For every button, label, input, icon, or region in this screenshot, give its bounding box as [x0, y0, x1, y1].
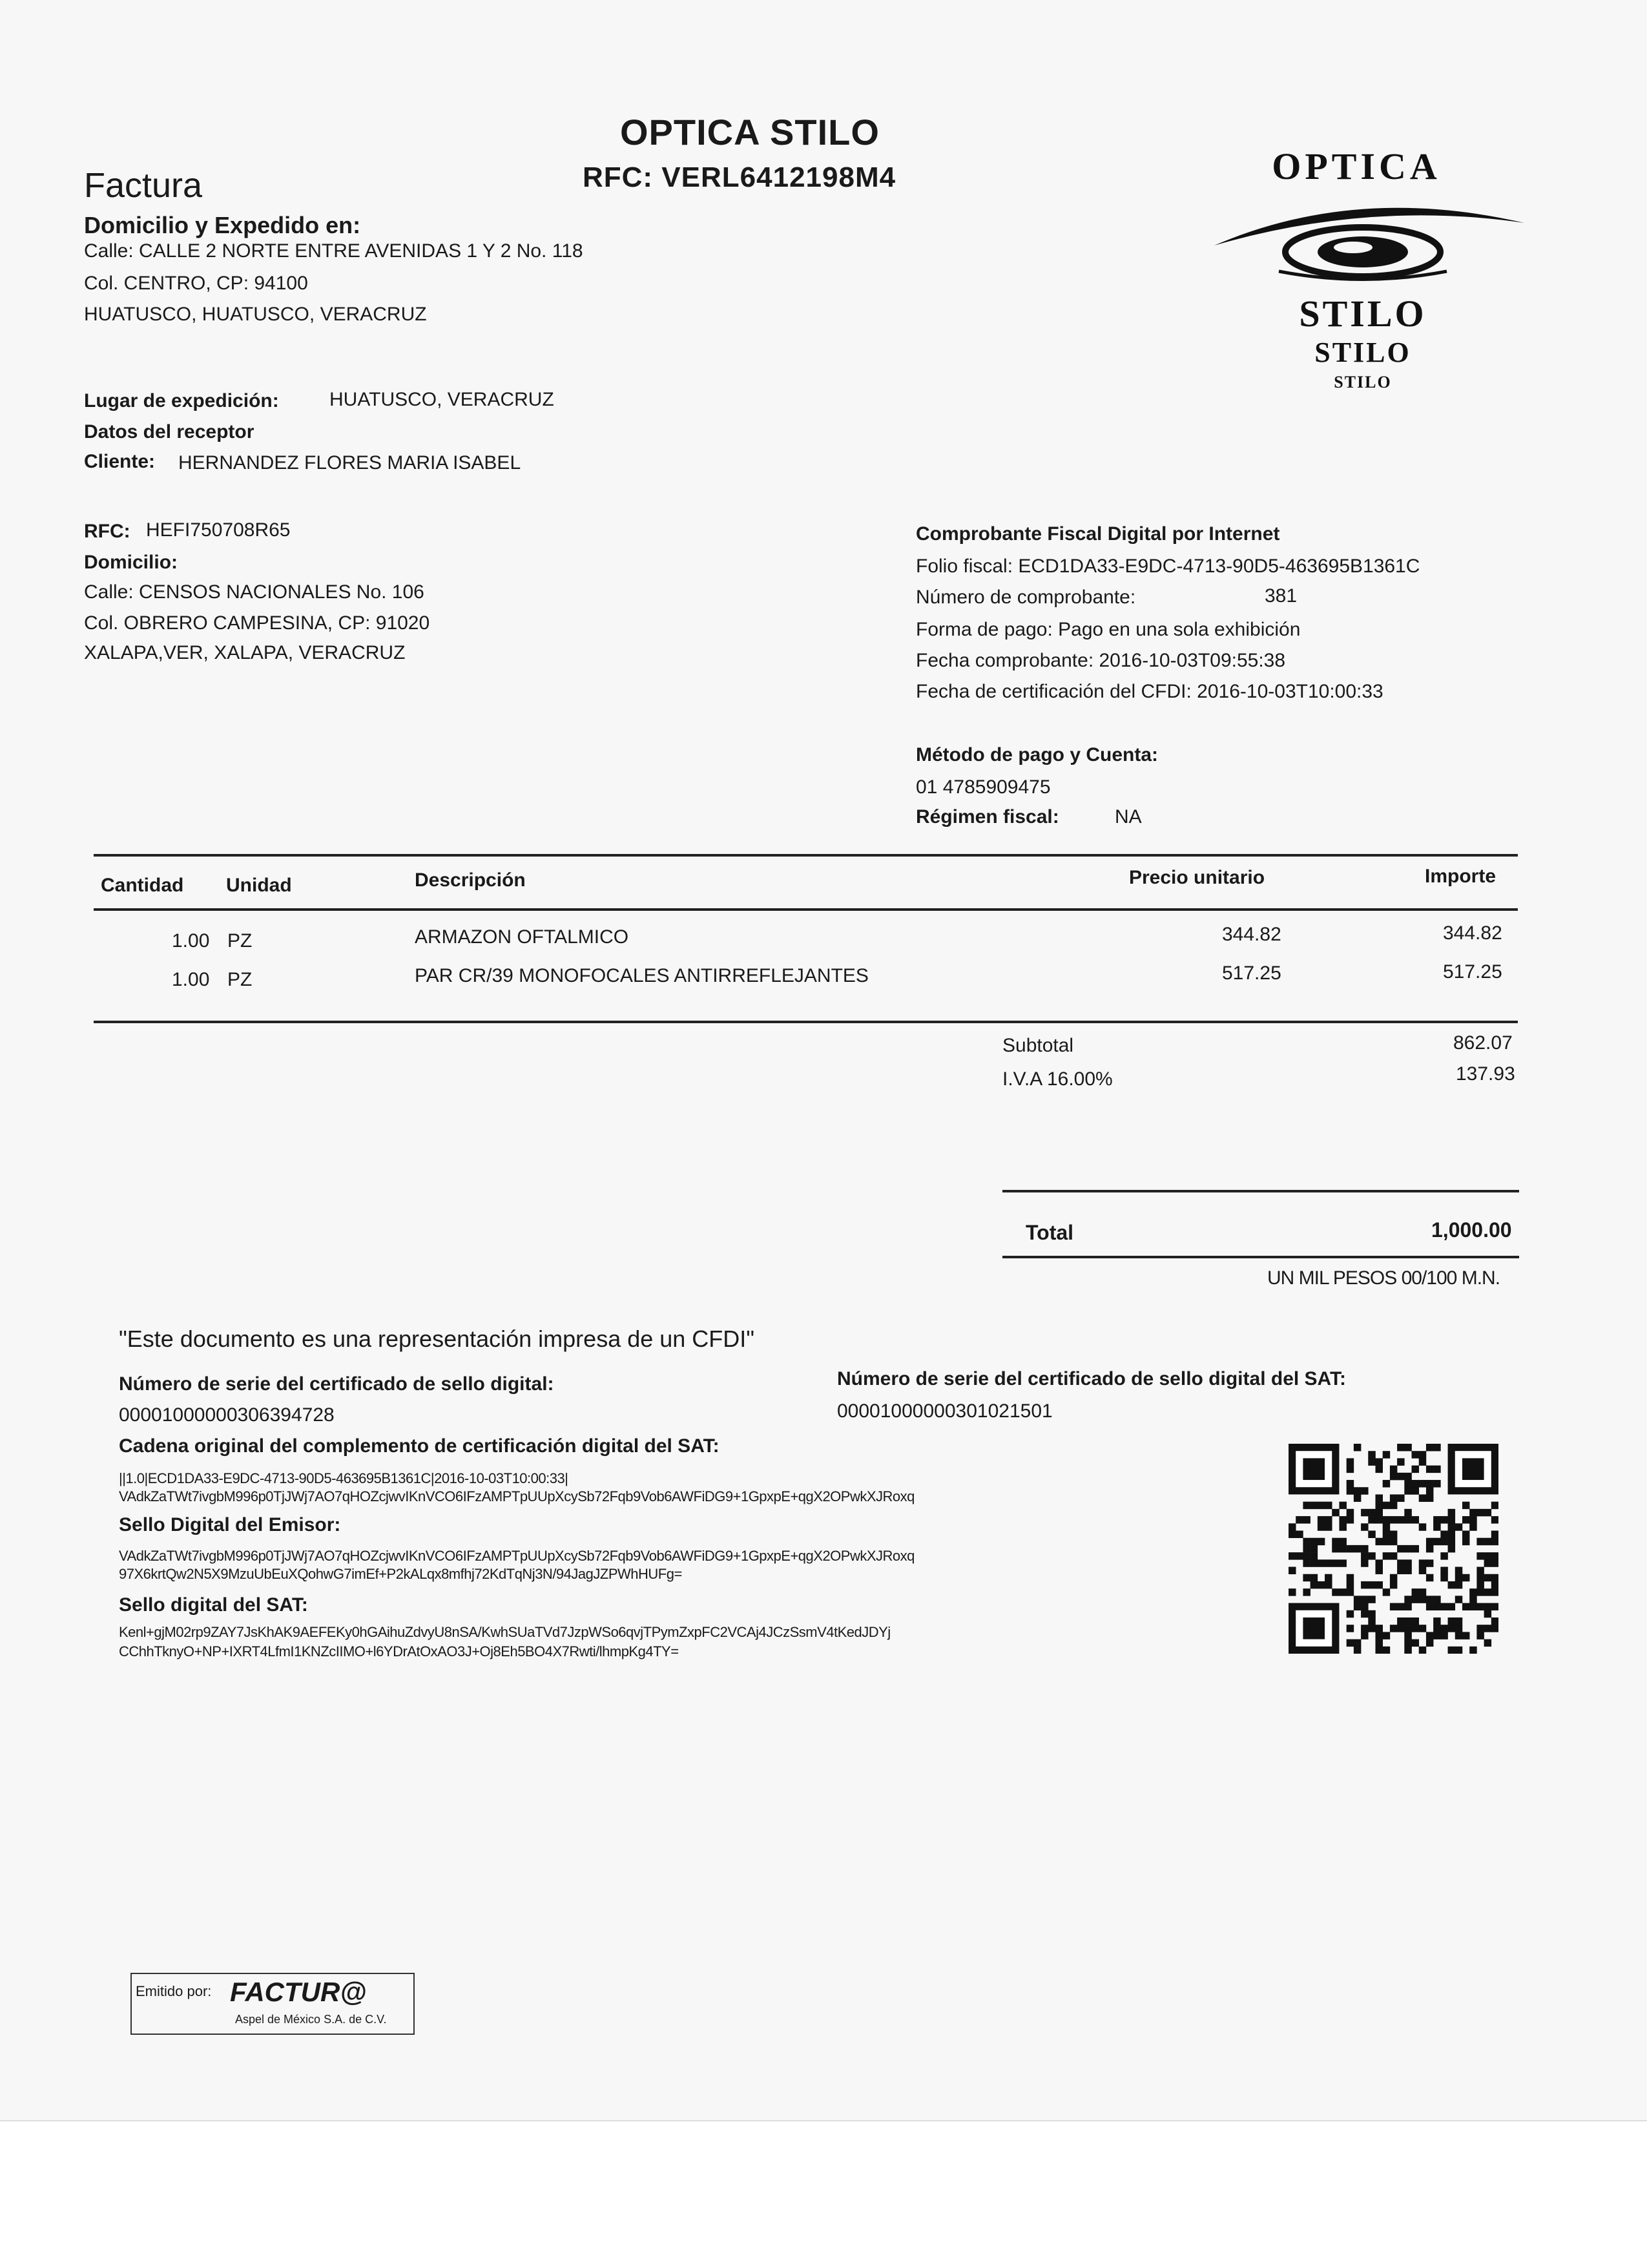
- col-header-amount: Importe: [1425, 866, 1497, 887]
- iva-value: 137.93: [1456, 1063, 1515, 1085]
- sat-cert-serial-label: Número de serie del certificado de sello digital del SAT:: [837, 1368, 1346, 1389]
- table-header-rule: [94, 908, 1518, 911]
- issuer-city: HUATUSCO, HUATUSCO, VERACRUZ: [84, 304, 427, 325]
- expedition-label: Lugar de expedición:: [84, 390, 279, 411]
- document-type: Factura: [84, 166, 203, 205]
- receiver-colony: Col. OBRERO CAMPESINA, CP: 91020: [84, 612, 430, 634]
- receiver-rfc-value: HEFI750708R65: [146, 519, 291, 541]
- receiver-address-label: Domicilio:: [84, 552, 178, 573]
- cfdi-number-value: 381: [1265, 585, 1298, 607]
- table-top-rule: [94, 854, 1518, 857]
- iva-label: I.V.A 16.00%: [1002, 1068, 1113, 1090]
- cfdi-cert-date: Fecha de certificación del CFDI: 2016-10-03T10:00:33: [916, 681, 1383, 702]
- original-chain-label: Cadena original del complemento de certificación digital del SAT:: [119, 1435, 720, 1457]
- receiver-street: Calle: CENSOS NACIONALES No. 106: [84, 581, 424, 603]
- col-header-unit: Unidad: [226, 875, 292, 896]
- row-unit: PZ: [227, 930, 253, 952]
- regime-value: NA: [1115, 806, 1142, 827]
- logo-word-tiny: STILO: [1334, 373, 1392, 391]
- total-label: Total: [1026, 1221, 1074, 1244]
- row-unit: PZ: [227, 969, 253, 990]
- sat-seal-label: Sello digital del SAT:: [119, 1594, 308, 1616]
- original-chain-line: ||1.0|ECD1DA33-E9DC-4713-90D5-463695B1361C|2016-10-03T10:00:33|: [119, 1470, 568, 1486]
- cfdi-payment-form: Forma de pago: Pago en una sola exhibición: [916, 619, 1301, 640]
- logo-word-mid: STILO: [1299, 293, 1427, 335]
- regime-label: Régimen fiscal:: [916, 806, 1059, 827]
- sat-seal-line: CChhTknyO+NP+IXRT4LfmI1KNZcIIMO+l6YDrAtOxAO3J+Oj8Eh5BO4X7Rwti/lhmpKg4TY=: [119, 1643, 679, 1659]
- receiver-heading: Datos del receptor: [84, 421, 254, 442]
- issuer-street: Calle: CALLE 2 NORTE ENTRE AVENIDAS 1 Y 2 No. 118: [84, 240, 583, 262]
- total-in-words: UN MIL PESOS 00/100 M.N.: [1267, 1267, 1500, 1289]
- company-logo: [1176, 139, 1537, 397]
- original-chain-line: VAdkZaTWt7ivgbM996p0TjJWj7AO7qHOZcjwvIKnVCO6IFzAMPTpUUpXcySb72Fqb9Vob6AWFiDG9+1GpxpE+qgX2OPwkXJRoxq: [119, 1488, 915, 1504]
- cfdi-heading: Comprobante Fiscal Digital por Internet: [916, 523, 1280, 545]
- client-label: Cliente:: [84, 451, 156, 472]
- col-header-qty: Cantidad: [101, 875, 184, 896]
- col-header-price: Precio unitario: [1129, 867, 1265, 888]
- total-value: 1,000.00: [1431, 1218, 1512, 1242]
- logo-word-top: OPTICA: [1272, 145, 1441, 187]
- company-rfc: RFC: VERL6412198M4: [583, 161, 896, 193]
- cfdi-number-label: Número de comprobante:: [916, 587, 1136, 608]
- cert-serial-label: Número de serie del certificado de sello digital:: [119, 1373, 554, 1395]
- logo-word-sub: STILO: [1314, 337, 1411, 368]
- row-amount: 517.25: [1443, 961, 1502, 983]
- cfdi-date: Fecha comprobante: 2016-10-03T09:55:38: [916, 650, 1286, 671]
- row-desc: ARMAZON OFTALMICO: [415, 926, 629, 948]
- cfdi-folio: Folio fiscal: ECD1DA33-E9DC-4713-90D5-463695B1361C: [916, 556, 1420, 577]
- total-bottom-rule: [1002, 1256, 1519, 1258]
- sat-seal-line: Kenl+gjM02rp9ZAY7JsKhAK9AEFEKy0hGAihuZdvyU8nSA/KwhSUaTVd7JzpWSo6qvjTPymZxpFC2VCAj4JCzSsmV4tKedJDYj: [119, 1624, 891, 1640]
- subtotal-label: Subtotal: [1002, 1035, 1074, 1056]
- stamp-sub: Aspel de México S.A. de C.V.: [235, 2013, 387, 2026]
- cfdi-representation-note: "Este documento es una representación impresa de un CFDI": [119, 1326, 755, 1352]
- table-bottom-rule: [94, 1021, 1518, 1023]
- company-name: OPTICA STILO: [620, 112, 880, 152]
- issuer-seal-line: VAdkZaTWt7ivgbM996p0TjJWj7AO7qHOZcjwvIKnVCO6IFzAMPTpUUpXcySb72Fqb9Vob6AWFiDG9+1GpxpE+qgX2OPwkXJRoxq: [119, 1548, 915, 1564]
- payment-method-heading: Método de pago y Cuenta:: [916, 744, 1158, 765]
- row-amount: 344.82: [1443, 922, 1502, 944]
- client-value: HERNANDEZ FLORES MARIA ISABEL: [178, 452, 521, 473]
- cert-serial-value: 00001000000306394728: [119, 1404, 335, 1426]
- subtotal-value: 862.07: [1453, 1032, 1513, 1054]
- row-price: 344.82: [1222, 924, 1281, 945]
- issued-by-stamp: [130, 1973, 415, 2035]
- row-desc: PAR CR/39 MONOFOCALES ANTIRREFLEJANTES: [415, 965, 869, 986]
- stamp-prefix: Emitido por:: [136, 1983, 212, 1999]
- receiver-rfc-label: RFC:: [84, 521, 130, 542]
- stamp-brand: FACTUR@: [230, 1977, 367, 2007]
- row-qty: 1.00: [172, 969, 210, 990]
- issuer-colony: Col. CENTRO, CP: 94100: [84, 273, 308, 294]
- issuer-heading: Domicilio y Expedido en:: [84, 212, 361, 238]
- row-qty: 1.00: [172, 930, 210, 952]
- payment-method-value: 01 4785909475: [916, 776, 1051, 798]
- total-top-rule: [1002, 1190, 1519, 1192]
- receiver-city: XALAPA,VER, XALAPA, VERACRUZ: [84, 642, 406, 663]
- issuer-seal-line: 97X6krtQw2N5X9MzuUbEuXQohwG7imEf+P2kALqx8mfhj72KdTqNj3N/94JagJZPWhHUFg=: [119, 1566, 682, 1582]
- scan-bottom-margin: [0, 2120, 1647, 2268]
- qr-code-icon: [1289, 1444, 1498, 1654]
- col-header-desc: Descripción: [415, 869, 526, 891]
- eye-logo-icon: [1176, 139, 1537, 397]
- sat-cert-serial-value: 00001000000301021501: [837, 1400, 1053, 1422]
- expedition-value: HUATUSCO, VERACRUZ: [329, 389, 554, 410]
- row-price: 517.25: [1222, 962, 1281, 984]
- issuer-seal-label: Sello Digital del Emisor:: [119, 1514, 341, 1535]
